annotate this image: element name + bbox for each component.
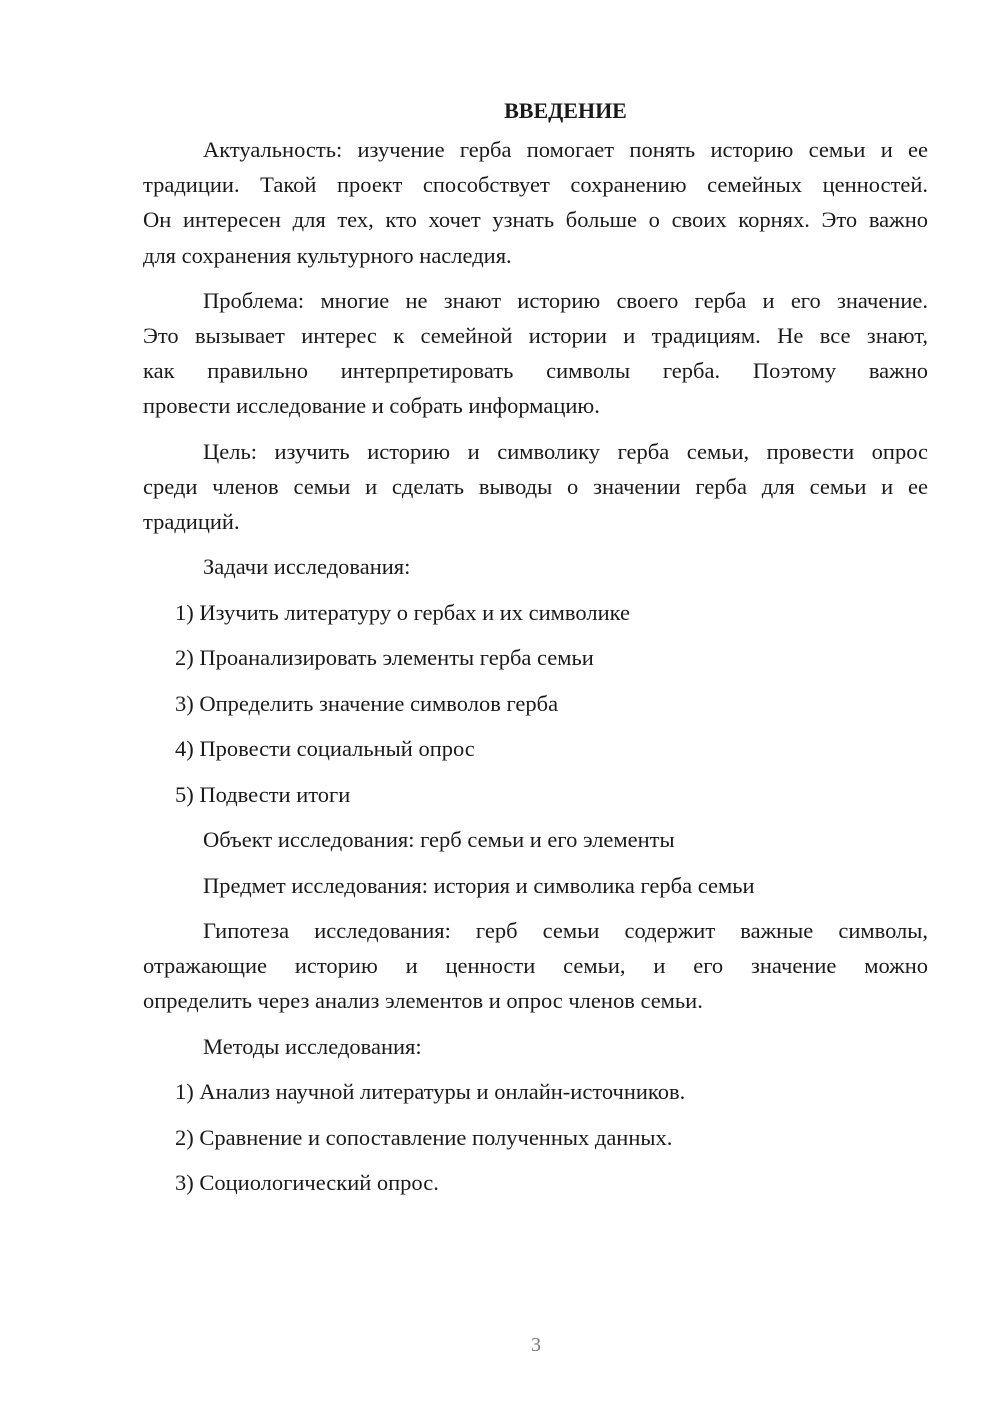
text-line: традиций. bbox=[143, 508, 240, 534]
text-line: традиции. Такой проект способствует сохранению семейных ценностей. bbox=[143, 172, 928, 198]
page-title: ВВЕДЕНИЕ bbox=[504, 98, 627, 123]
list-item: 3) Определить значение символов герба bbox=[175, 690, 559, 716]
text-line: Он интересен для тех, кто хочет узнать больше о своих корнях. Это важно bbox=[143, 207, 928, 233]
list-item: 5) Подвести итоги bbox=[175, 781, 351, 807]
methods-list bbox=[143, 1074, 928, 1200]
document-page bbox=[143, 96, 928, 1211]
page-number: 3 bbox=[531, 1334, 541, 1356]
text-line: провести исследование и собрать информацию. bbox=[143, 393, 600, 419]
text-line: среди членов семьи и сделать выводы о значении герба для семьи и ее bbox=[143, 473, 928, 499]
list-item: 2) Проанализировать элементы герба семьи bbox=[175, 645, 594, 671]
list-item: 1) Изучить литературу о гербах и их символике bbox=[175, 599, 630, 625]
list-item: 3) Социологический опрос. bbox=[175, 1170, 439, 1196]
goal-paragraph bbox=[143, 434, 928, 540]
text-line: определить через анализ элементов и опрос членов семьи. bbox=[143, 988, 703, 1014]
text-line: Проблема: многие не знают историю своего герба и его значение. bbox=[203, 287, 928, 313]
text-line: Актуальность: изучение герба помогает понять историю семьи и ее bbox=[203, 137, 928, 162]
text-line: как правильно интерпретировать символы герба. Поэтому важно bbox=[143, 358, 928, 384]
text-line: отражающие историю и ценности семьи, и его значение можно bbox=[143, 953, 928, 979]
tasks-list bbox=[143, 595, 928, 812]
hypothesis-paragraph bbox=[143, 913, 928, 1019]
tasks-heading: Задачи исследования: bbox=[203, 554, 411, 580]
methods-heading: Методы исследования: bbox=[203, 1033, 422, 1059]
research-subject: Предмет исследования: история и символика герба семьи bbox=[203, 872, 755, 898]
text-line: Гипотеза исследования: герб семьи содержит важные символы, bbox=[203, 918, 928, 944]
problem-paragraph bbox=[143, 283, 928, 424]
text-line: Это вызывает интерес к семейной истории и традициям. Не все знают, bbox=[143, 322, 928, 348]
list-item: 2) Сравнение и сопоставление полученных данных. bbox=[175, 1124, 673, 1150]
research-object: Объект исследования: герб семьи и его элементы bbox=[203, 827, 675, 853]
text-line: для сохранения культурного наследия. bbox=[143, 242, 512, 268]
list-item: 4) Провести социальный опрос bbox=[175, 736, 475, 762]
list-item: 1) Анализ научной литературы и онлайн-источников. bbox=[175, 1079, 686, 1105]
relevance-paragraph bbox=[143, 132, 928, 273]
text-line: Цель: изучить историю и символику герба семьи, провести опрос bbox=[203, 438, 928, 464]
